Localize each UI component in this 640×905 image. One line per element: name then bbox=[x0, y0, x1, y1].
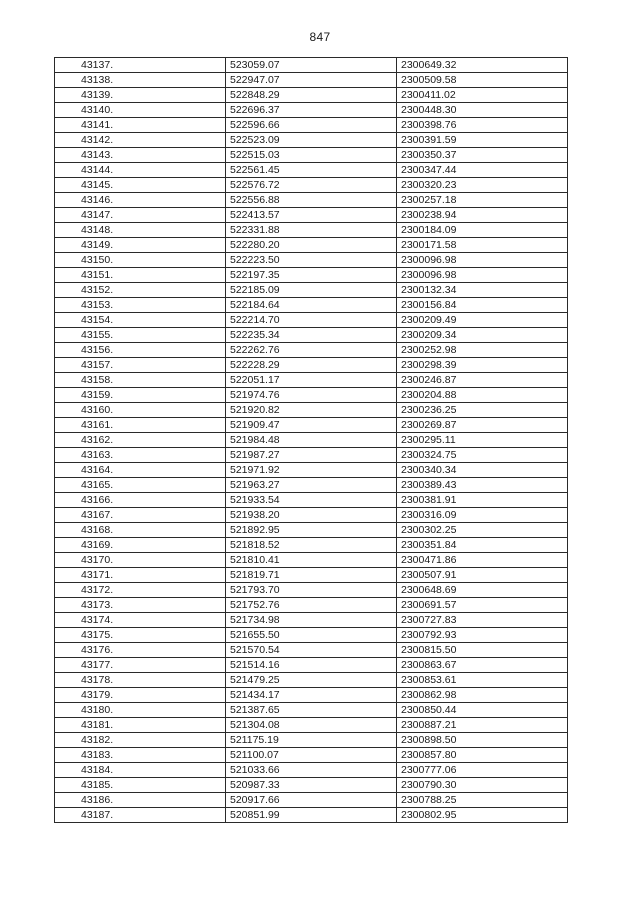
x-coordinate-cell: 522280.20 bbox=[226, 238, 397, 253]
point-number-cell: 43159. bbox=[55, 388, 226, 403]
table-row bbox=[55, 148, 568, 163]
x-coordinate-cell: 521033.66 bbox=[226, 763, 397, 778]
x-coordinate-cell: 522331.88 bbox=[226, 223, 397, 238]
point-number-cell: 43155. bbox=[55, 328, 226, 343]
x-coordinate-cell: 522413.57 bbox=[226, 208, 397, 223]
x-coordinate-cell: 521655.50 bbox=[226, 628, 397, 643]
y-coordinate-cell: 2300727.83 bbox=[397, 613, 568, 628]
point-number-cell: 43137. bbox=[55, 58, 226, 73]
table-row bbox=[55, 133, 568, 148]
table-row bbox=[55, 388, 568, 403]
x-coordinate-cell: 522696.37 bbox=[226, 103, 397, 118]
y-coordinate-cell: 2300252.98 bbox=[397, 343, 568, 358]
point-number-cell: 43168. bbox=[55, 523, 226, 538]
y-coordinate-cell: 2300788.25 bbox=[397, 793, 568, 808]
y-coordinate-cell: 2300792.93 bbox=[397, 628, 568, 643]
point-number-cell: 43187. bbox=[55, 808, 226, 823]
x-coordinate-cell: 521933.54 bbox=[226, 493, 397, 508]
y-coordinate-cell: 2300863.67 bbox=[397, 658, 568, 673]
x-coordinate-cell: 521974.76 bbox=[226, 388, 397, 403]
table-row bbox=[55, 598, 568, 613]
point-number-cell: 43173. bbox=[55, 598, 226, 613]
table-row bbox=[55, 553, 568, 568]
x-coordinate-cell: 521909.47 bbox=[226, 418, 397, 433]
y-coordinate-cell: 2300350.37 bbox=[397, 148, 568, 163]
point-number-cell: 43150. bbox=[55, 253, 226, 268]
x-coordinate-cell: 522947.07 bbox=[226, 73, 397, 88]
y-coordinate-cell: 2300391.59 bbox=[397, 133, 568, 148]
x-coordinate-cell: 522184.64 bbox=[226, 298, 397, 313]
y-coordinate-cell: 2300389.43 bbox=[397, 478, 568, 493]
table-row bbox=[55, 103, 568, 118]
table-row bbox=[55, 448, 568, 463]
point-number-cell: 43163. bbox=[55, 448, 226, 463]
y-coordinate-cell: 2300316.09 bbox=[397, 508, 568, 523]
x-coordinate-cell: 521304.08 bbox=[226, 718, 397, 733]
y-coordinate-cell: 2300096.98 bbox=[397, 253, 568, 268]
table-row bbox=[55, 358, 568, 373]
point-number-cell: 43161. bbox=[55, 418, 226, 433]
point-number-cell: 43160. bbox=[55, 403, 226, 418]
table-row bbox=[55, 88, 568, 103]
x-coordinate-cell: 522515.03 bbox=[226, 148, 397, 163]
point-number-cell: 43179. bbox=[55, 688, 226, 703]
x-coordinate-cell: 520917.66 bbox=[226, 793, 397, 808]
y-coordinate-cell: 2300862.98 bbox=[397, 688, 568, 703]
point-number-cell: 43154. bbox=[55, 313, 226, 328]
y-coordinate-cell: 2300096.98 bbox=[397, 268, 568, 283]
y-coordinate-cell: 2300777.06 bbox=[397, 763, 568, 778]
table-row bbox=[55, 538, 568, 553]
table-row bbox=[55, 298, 568, 313]
x-coordinate-cell: 520987.33 bbox=[226, 778, 397, 793]
table-row bbox=[55, 178, 568, 193]
point-number-cell: 43151. bbox=[55, 268, 226, 283]
point-number-cell: 43138. bbox=[55, 73, 226, 88]
table-row bbox=[55, 208, 568, 223]
y-coordinate-cell: 2300790.30 bbox=[397, 778, 568, 793]
x-coordinate-cell: 521570.54 bbox=[226, 643, 397, 658]
table-row bbox=[55, 583, 568, 598]
x-coordinate-cell: 521810.41 bbox=[226, 553, 397, 568]
x-coordinate-cell: 521734.98 bbox=[226, 613, 397, 628]
x-coordinate-cell: 521752.76 bbox=[226, 598, 397, 613]
table-row bbox=[55, 523, 568, 538]
y-coordinate-cell: 2300411.02 bbox=[397, 88, 568, 103]
table-row bbox=[55, 418, 568, 433]
table-row bbox=[55, 73, 568, 88]
x-coordinate-cell: 521818.52 bbox=[226, 538, 397, 553]
point-number-cell: 43178. bbox=[55, 673, 226, 688]
x-coordinate-cell: 521819.71 bbox=[226, 568, 397, 583]
coordinate-table bbox=[54, 57, 568, 823]
x-coordinate-cell: 522235.34 bbox=[226, 328, 397, 343]
x-coordinate-cell: 522848.29 bbox=[226, 88, 397, 103]
point-number-cell: 43143. bbox=[55, 148, 226, 163]
table-row bbox=[55, 403, 568, 418]
point-number-cell: 43152. bbox=[55, 283, 226, 298]
x-coordinate-cell: 523059.07 bbox=[226, 58, 397, 73]
point-number-cell: 43162. bbox=[55, 433, 226, 448]
x-coordinate-cell: 522556.88 bbox=[226, 193, 397, 208]
point-number-cell: 43157. bbox=[55, 358, 226, 373]
point-number-cell: 43144. bbox=[55, 163, 226, 178]
point-number-cell: 43174. bbox=[55, 613, 226, 628]
y-coordinate-cell: 2300347.44 bbox=[397, 163, 568, 178]
y-coordinate-cell: 2300448.30 bbox=[397, 103, 568, 118]
y-coordinate-cell: 2300132.34 bbox=[397, 283, 568, 298]
table-row bbox=[55, 118, 568, 133]
table-row bbox=[55, 493, 568, 508]
point-number-cell: 43169. bbox=[55, 538, 226, 553]
table-row bbox=[55, 58, 568, 73]
y-coordinate-cell: 2300209.34 bbox=[397, 328, 568, 343]
point-number-cell: 43165. bbox=[55, 478, 226, 493]
point-number-cell: 43184. bbox=[55, 763, 226, 778]
point-number-cell: 43153. bbox=[55, 298, 226, 313]
point-number-cell: 43175. bbox=[55, 628, 226, 643]
table-row bbox=[55, 343, 568, 358]
point-number-cell: 43145. bbox=[55, 178, 226, 193]
point-number-cell: 43142. bbox=[55, 133, 226, 148]
y-coordinate-cell: 2300184.09 bbox=[397, 223, 568, 238]
y-coordinate-cell: 2300815.50 bbox=[397, 643, 568, 658]
x-coordinate-cell: 522214.70 bbox=[226, 313, 397, 328]
point-number-cell: 43180. bbox=[55, 703, 226, 718]
y-coordinate-cell: 2300302.25 bbox=[397, 523, 568, 538]
table-row bbox=[55, 268, 568, 283]
table-row bbox=[55, 313, 568, 328]
x-coordinate-cell: 521963.27 bbox=[226, 478, 397, 493]
table-row bbox=[55, 643, 568, 658]
y-coordinate-cell: 2300507.91 bbox=[397, 568, 568, 583]
y-coordinate-cell: 2300320.23 bbox=[397, 178, 568, 193]
point-number-cell: 43158. bbox=[55, 373, 226, 388]
x-coordinate-cell: 521387.65 bbox=[226, 703, 397, 718]
x-coordinate-cell: 521434.17 bbox=[226, 688, 397, 703]
x-coordinate-cell: 521938.20 bbox=[226, 508, 397, 523]
y-coordinate-cell: 2300398.76 bbox=[397, 118, 568, 133]
y-coordinate-cell: 2300850.44 bbox=[397, 703, 568, 718]
x-coordinate-cell: 522576.72 bbox=[226, 178, 397, 193]
x-coordinate-cell: 522185.09 bbox=[226, 283, 397, 298]
point-number-cell: 43185. bbox=[55, 778, 226, 793]
table-row bbox=[55, 793, 568, 808]
point-number-cell: 43146. bbox=[55, 193, 226, 208]
point-number-cell: 43156. bbox=[55, 343, 226, 358]
x-coordinate-cell: 521987.27 bbox=[226, 448, 397, 463]
table-row bbox=[55, 478, 568, 493]
table-row bbox=[55, 613, 568, 628]
y-coordinate-cell: 2300156.84 bbox=[397, 298, 568, 313]
y-coordinate-cell: 2300351.84 bbox=[397, 538, 568, 553]
y-coordinate-cell: 2300324.75 bbox=[397, 448, 568, 463]
x-coordinate-cell: 522051.17 bbox=[226, 373, 397, 388]
y-coordinate-cell: 2300204.88 bbox=[397, 388, 568, 403]
point-number-cell: 43183. bbox=[55, 748, 226, 763]
table-row bbox=[55, 163, 568, 178]
y-coordinate-cell: 2300209.49 bbox=[397, 313, 568, 328]
point-number-cell: 43182. bbox=[55, 733, 226, 748]
x-coordinate-cell: 522523.09 bbox=[226, 133, 397, 148]
table-row bbox=[55, 508, 568, 523]
x-coordinate-cell: 522228.29 bbox=[226, 358, 397, 373]
table-row bbox=[55, 748, 568, 763]
y-coordinate-cell: 2300853.61 bbox=[397, 673, 568, 688]
table-row bbox=[55, 283, 568, 298]
y-coordinate-cell: 2300649.32 bbox=[397, 58, 568, 73]
y-coordinate-cell: 2300295.11 bbox=[397, 433, 568, 448]
point-number-cell: 43149. bbox=[55, 238, 226, 253]
x-coordinate-cell: 521514.16 bbox=[226, 658, 397, 673]
page-number: 847 bbox=[309, 30, 331, 44]
coordinate-table-body bbox=[55, 58, 568, 823]
y-coordinate-cell: 2300802.95 bbox=[397, 808, 568, 823]
table-row bbox=[55, 688, 568, 703]
point-number-cell: 43171. bbox=[55, 568, 226, 583]
table-row bbox=[55, 718, 568, 733]
x-coordinate-cell: 521892.95 bbox=[226, 523, 397, 538]
y-coordinate-cell: 2300236.25 bbox=[397, 403, 568, 418]
point-number-cell: 43172. bbox=[55, 583, 226, 598]
x-coordinate-cell: 522262.76 bbox=[226, 343, 397, 358]
x-coordinate-cell: 521984.48 bbox=[226, 433, 397, 448]
y-coordinate-cell: 2300898.50 bbox=[397, 733, 568, 748]
table-row bbox=[55, 253, 568, 268]
table-row bbox=[55, 238, 568, 253]
table-row bbox=[55, 808, 568, 823]
point-number-cell: 43147. bbox=[55, 208, 226, 223]
point-number-cell: 43177. bbox=[55, 658, 226, 673]
table-row bbox=[55, 763, 568, 778]
point-number-cell: 43170. bbox=[55, 553, 226, 568]
table-row bbox=[55, 778, 568, 793]
point-number-cell: 43140. bbox=[55, 103, 226, 118]
y-coordinate-cell: 2300298.39 bbox=[397, 358, 568, 373]
table-row bbox=[55, 673, 568, 688]
x-coordinate-cell: 522197.35 bbox=[226, 268, 397, 283]
point-number-cell: 43164. bbox=[55, 463, 226, 478]
point-number-cell: 43176. bbox=[55, 643, 226, 658]
table-row bbox=[55, 463, 568, 478]
x-coordinate-cell: 520851.99 bbox=[226, 808, 397, 823]
point-number-cell: 43167. bbox=[55, 508, 226, 523]
x-coordinate-cell: 522561.45 bbox=[226, 163, 397, 178]
table-row bbox=[55, 703, 568, 718]
point-number-cell: 43148. bbox=[55, 223, 226, 238]
y-coordinate-cell: 2300340.34 bbox=[397, 463, 568, 478]
x-coordinate-cell: 521479.25 bbox=[226, 673, 397, 688]
table-row bbox=[55, 223, 568, 238]
y-coordinate-cell: 2300887.21 bbox=[397, 718, 568, 733]
y-coordinate-cell: 2300171.58 bbox=[397, 238, 568, 253]
x-coordinate-cell: 522596.66 bbox=[226, 118, 397, 133]
table-row bbox=[55, 658, 568, 673]
point-number-cell: 43141. bbox=[55, 118, 226, 133]
x-coordinate-cell: 521100.07 bbox=[226, 748, 397, 763]
point-number-cell: 43166. bbox=[55, 493, 226, 508]
table-row bbox=[55, 433, 568, 448]
point-number-cell: 43186. bbox=[55, 793, 226, 808]
y-coordinate-cell: 2300857.80 bbox=[397, 748, 568, 763]
x-coordinate-cell: 521175.19 bbox=[226, 733, 397, 748]
point-number-cell: 43139. bbox=[55, 88, 226, 103]
table-row bbox=[55, 328, 568, 343]
y-coordinate-cell: 2300509.58 bbox=[397, 73, 568, 88]
table-row bbox=[55, 568, 568, 583]
y-coordinate-cell: 2300691.57 bbox=[397, 598, 568, 613]
y-coordinate-cell: 2300381.91 bbox=[397, 493, 568, 508]
y-coordinate-cell: 2300269.87 bbox=[397, 418, 568, 433]
table-row bbox=[55, 733, 568, 748]
table-row bbox=[55, 373, 568, 388]
x-coordinate-cell: 521793.70 bbox=[226, 583, 397, 598]
x-coordinate-cell: 521920.82 bbox=[226, 403, 397, 418]
table-row bbox=[55, 628, 568, 643]
y-coordinate-cell: 2300257.18 bbox=[397, 193, 568, 208]
y-coordinate-cell: 2300238.94 bbox=[397, 208, 568, 223]
table-row bbox=[55, 193, 568, 208]
point-number-cell: 43181. bbox=[55, 718, 226, 733]
x-coordinate-cell: 521971.92 bbox=[226, 463, 397, 478]
y-coordinate-cell: 2300471.86 bbox=[397, 553, 568, 568]
y-coordinate-cell: 2300648.69 bbox=[397, 583, 568, 598]
y-coordinate-cell: 2300246.87 bbox=[397, 373, 568, 388]
x-coordinate-cell: 522223.50 bbox=[226, 253, 397, 268]
